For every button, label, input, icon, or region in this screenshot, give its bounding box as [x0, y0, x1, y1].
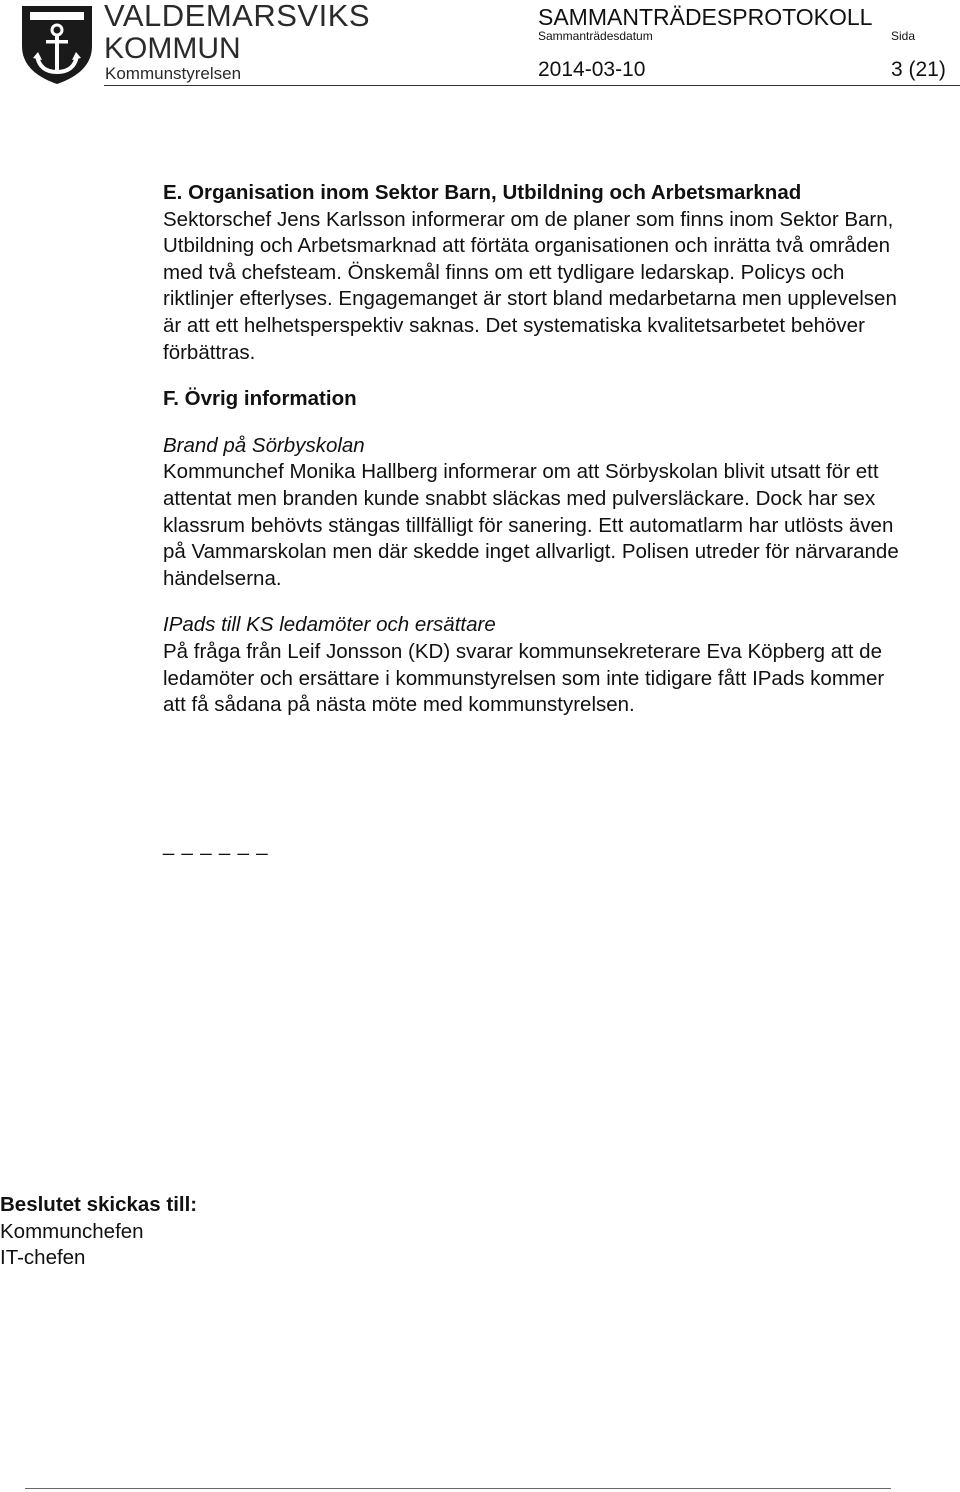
recipient: Kommunchefen [0, 1219, 144, 1243]
anchor-crest-icon [18, 2, 96, 86]
meeting-date-label: Sammanträdesdatum [538, 29, 653, 43]
item-text: På fråga från Leif Jonsson (KD) svarar kommunsekreterare Eva Köpberg att de ledamöter och ersättare i kommunstyrelsen som inte tidigare fått IPads kommer att få sådana på nästa möte med kommunstyrelsen. [163, 639, 885, 717]
page-number: 3 (21) [891, 58, 946, 81]
protocol-body [163, 180, 908, 719]
item-heading: IPads till KS ledamöter och ersättare [163, 613, 496, 637]
committee-name: Kommunstyrelsen [105, 64, 242, 83]
page-header [0, 0, 960, 90]
organization-type: KOMMUN [104, 32, 241, 65]
item-text: Kommunchef Monika Hallberg informerar om att Sörbyskolan blivit utsatt för ett attentat men branden kunde snabbt släckas med pulversläckare. Dock har sex klassrum behövts stängas tillfälligt för sanering. Ett automatlarm har utlösts även på Vammarskolan men där skedde inget allvarligt. Polisen utreder för närvarande händelserna. [163, 460, 899, 590]
signature-line [25, 1488, 891, 1489]
section-e-text: Sektorschef Jens Karlsson informerar om de planer som finns inom Sektor Barn, Utbildning och Arbetsmarknad att förtäta organisationen och inrätta två områden med två chefsteam. Önskemål finns om ett tydligare ledarskap. Policys och riktlinjer efterlyses. Engagemanget är stort bland medarbetarna men upplevelsen är att ett helhetsperspektiv saknas. Det systematiska kvalitetsarbetet behöver förbättras. [163, 207, 897, 364]
page-number-label: Sida [891, 29, 916, 43]
section-e-title: E. Organisation inom Sektor Barn, Utbildning och Arbetsmarknad [163, 181, 802, 204]
section-f-title: F. Övrig information [163, 387, 357, 411]
item-heading: Brand på Sörbyskolan [163, 433, 365, 457]
distribution-list [0, 1192, 197, 1272]
recipient: IT-chefen [0, 1246, 86, 1270]
section-separator: _ _ _ _ _ _ [163, 834, 269, 856]
distribution-title: Beslutet skickas till: [0, 1193, 198, 1216]
document-type: SAMMANTRÄDESPROTOKOLL [538, 4, 873, 30]
header-divider [104, 85, 960, 86]
organization-name: VALDEMARSVIKS [104, 0, 371, 33]
meeting-date: 2014-03-10 [538, 58, 646, 81]
